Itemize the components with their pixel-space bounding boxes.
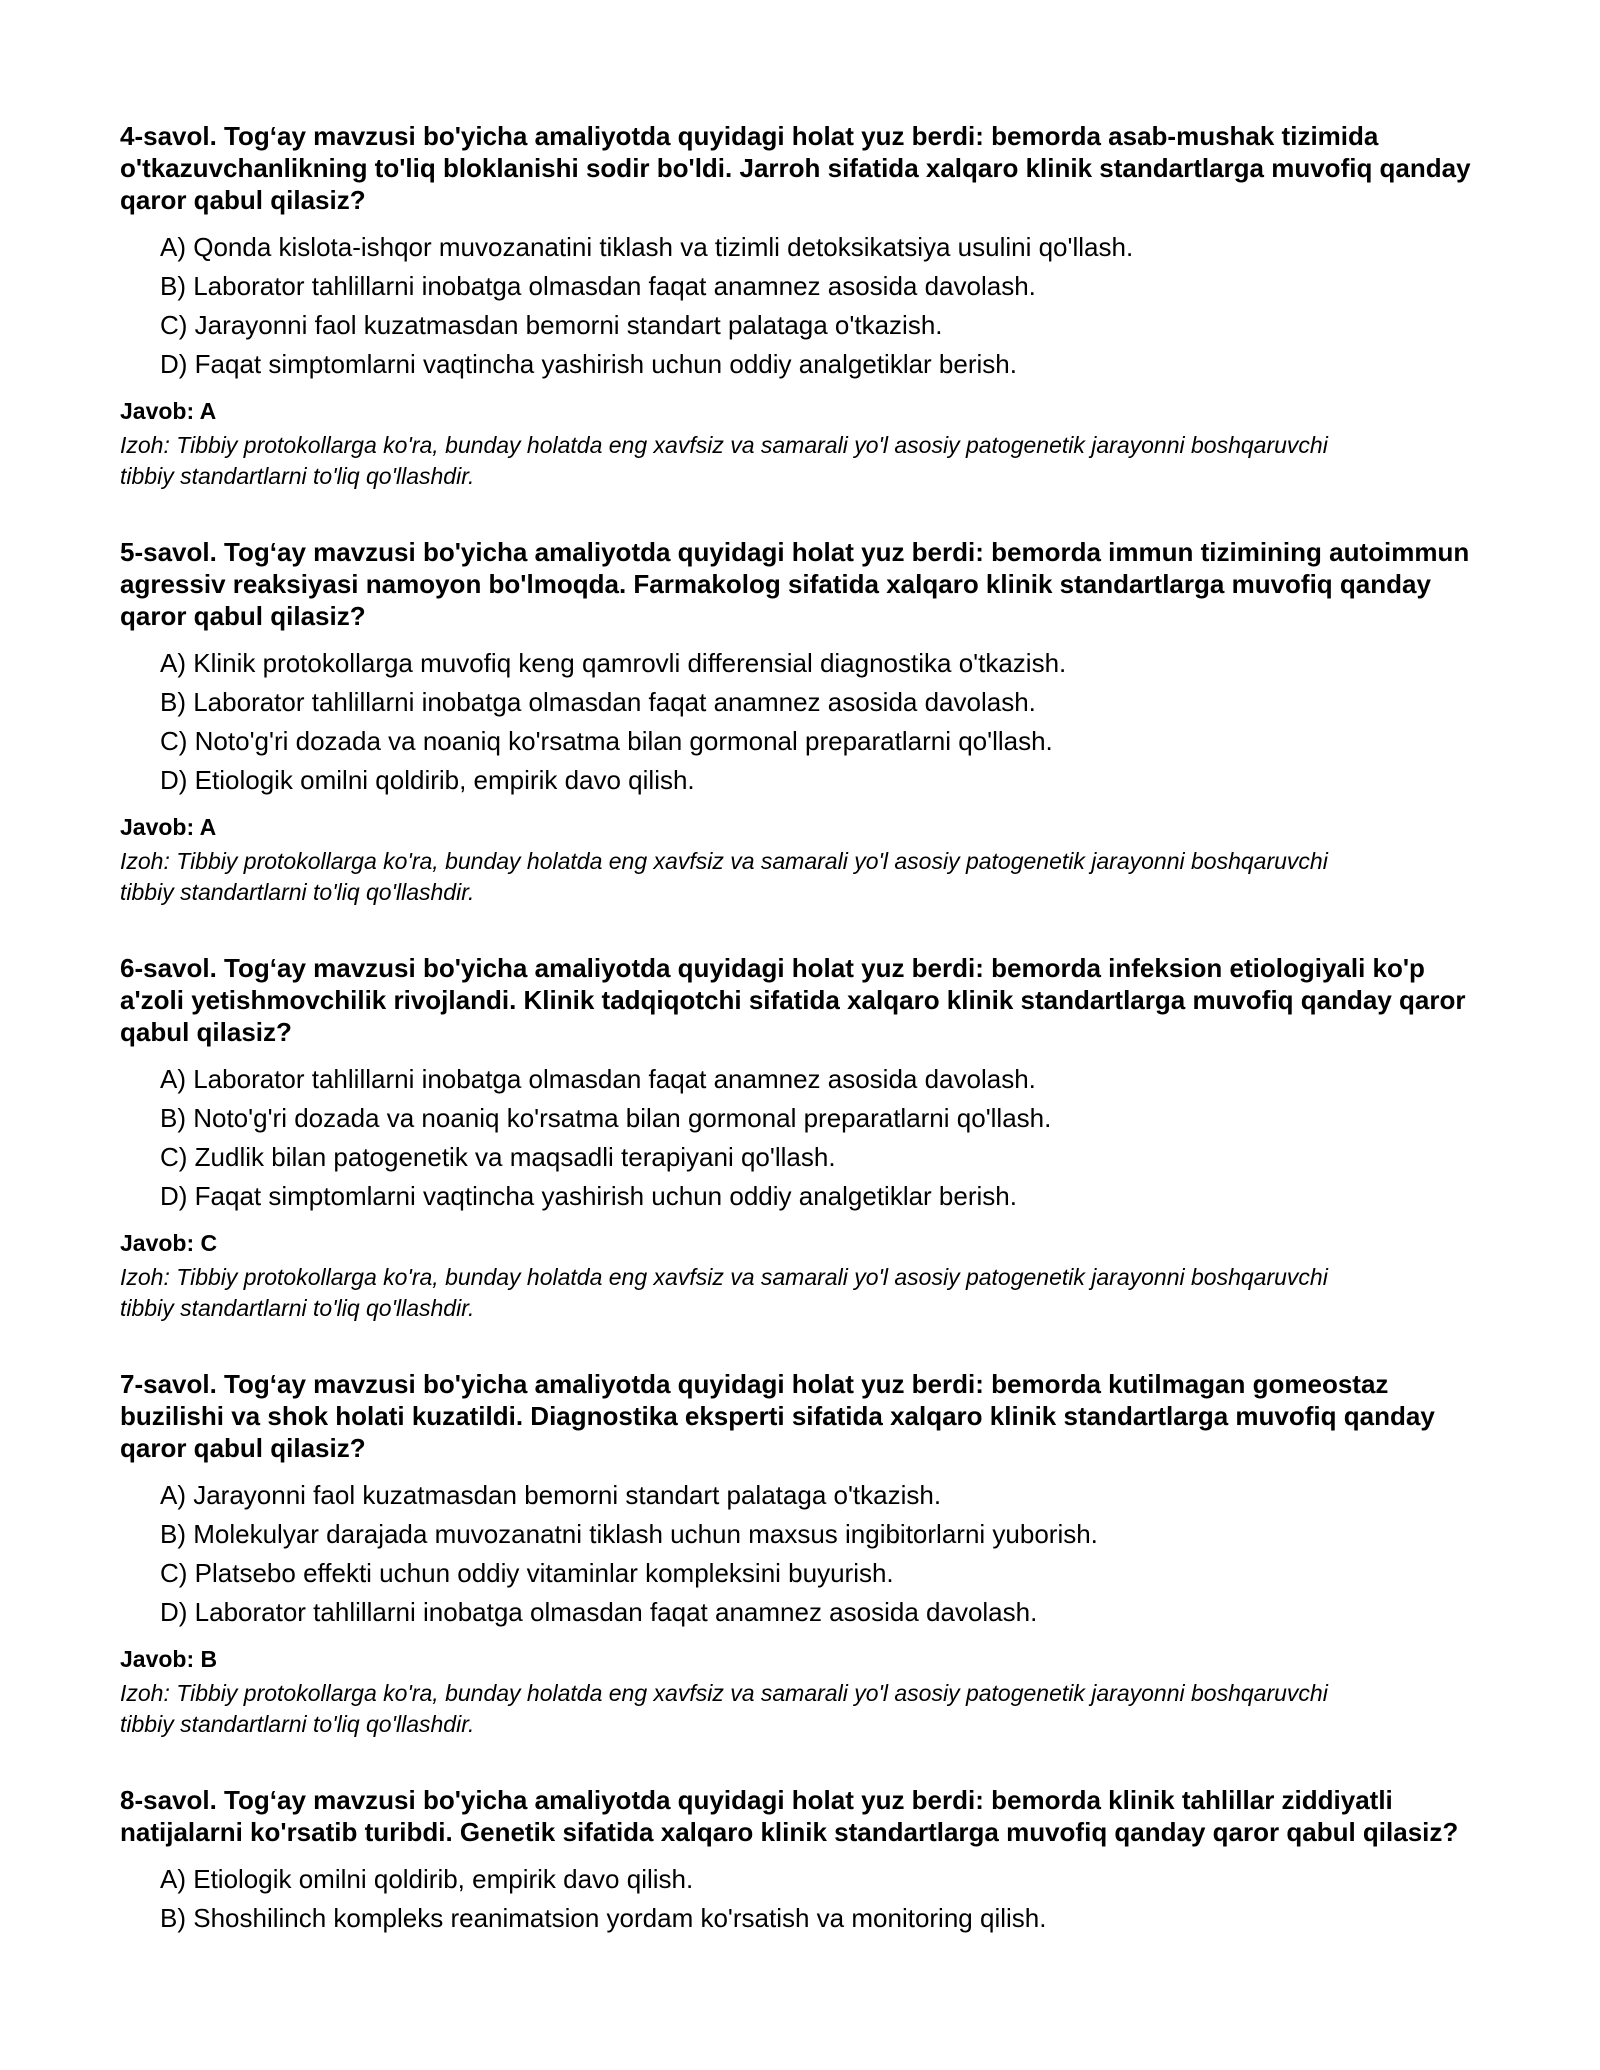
answer-options	[120, 644, 1500, 800]
question-5	[120, 536, 1500, 908]
option-d: D) Laborator tahlillarni inobatga olmasdan faqat anamnez asosida davolash.	[160, 1597, 1038, 1627]
answer-options	[120, 1860, 1500, 1938]
option-a: A) Etiologik omilni qoldirib, empirik davo qilish.	[160, 1864, 694, 1894]
question-title: 6-savol. Tog‘ay mavzusi bo'yicha amaliyotda quyidagi holat yuz berdi: bemorda infeksion etiologiyali ko'p a'zoli yetishmovchilik rivojlandi. Klinik tadqiqotchi sifatida xalqaro klinik standartlarga muvofiq qanday qaror qabul qilasiz?	[120, 953, 1466, 1047]
explanation-note: Izoh: Tibbiy protokollarga ko'ra, bunday holatda eng xavfsiz va samarali yo'l asosiy patogenetik jarayonni boshqaruvchi tibbiy standartlarni to'liq qo'llashdir.	[120, 848, 1328, 905]
option-a: A) Qonda kislota-ishqor muvozanatini tiklash va tizimli detoksikatsiya usulini qo'llash.	[160, 232, 1134, 262]
question-title: 5-savol. Tog‘ay mavzusi bo'yicha amaliyotda quyidagi holat yuz berdi: bemorda immun tizimining autoimmun agressiv reaksiyasi namoyon bo'lmoqda. Farmakolog sifatida xalqaro klinik standartlarga muvofiq qanday qaror qabul qilasiz?	[120, 537, 1470, 631]
answer-key: Javob: C	[120, 1230, 218, 1256]
option-c: C) Platsebo effekti uchun oddiy vitaminlar kompleksini buyurish.	[160, 1558, 894, 1588]
option-a: A) Laborator tahlillarni inobatga olmasdan faqat anamnez asosida davolash.	[160, 1064, 1036, 1094]
option-c: C) Zudlik bilan patogenetik va maqsadli terapiyani qo'llash.	[160, 1142, 836, 1172]
answer-key: Javob: B	[120, 1646, 218, 1672]
answer-options	[120, 228, 1500, 384]
explanation-note: Izoh: Tibbiy protokollarga ko'ra, bunday holatda eng xavfsiz va samarali yo'l asosiy patogenetik jarayonni boshqaruvchi tibbiy standartlarni to'liq qo'llashdir.	[120, 1680, 1328, 1737]
question-title: 8-savol. Tog‘ay mavzusi bo'yicha amaliyotda quyidagi holat yuz berdi: bemorda klinik tahlillar ziddiyatli natijalarni ko'rsatib turibdi. Genetik sifatida xalqaro klinik standartlarga muvofiq qanday qaror qabul qilasiz?	[120, 1785, 1459, 1847]
question-6	[120, 952, 1500, 1324]
explanation-note: Izoh: Tibbiy protokollarga ko'ra, bunday holatda eng xavfsiz va samarali yo'l asosiy patogenetik jarayonni boshqaruvchi tibbiy standartlarni to'liq qo'llashdir.	[120, 432, 1328, 489]
option-b: B) Laborator tahlillarni inobatga olmasdan faqat anamnez asosida davolash.	[160, 271, 1036, 301]
answer-key: Javob: A	[120, 398, 217, 424]
question-7	[120, 1368, 1500, 1740]
option-d: D) Faqat simptomlarni vaqtincha yashirish uchun oddiy analgetiklar berish.	[160, 349, 1017, 379]
option-c: C) Noto'g'ri dozada va noaniq ko'rsatma bilan gormonal preparatlarni qo'llash.	[160, 726, 1053, 756]
option-a: A) Jarayonni faol kuzatmasdan bemorni standart palataga o'tkazish.	[160, 1480, 942, 1510]
option-b: B) Shoshilinch kompleks reanimatsion yordam ko'rsatish va monitoring qilish.	[160, 1903, 1047, 1933]
option-a: A) Klinik protokollarga muvofiq keng qamrovli differensial diagnostika o'tkazish.	[160, 648, 1067, 678]
answer-options	[120, 1476, 1500, 1632]
option-b: B) Noto'g'ri dozada va noaniq ko'rsatma bilan gormonal preparatlarni qo'llash.	[160, 1103, 1052, 1133]
question-title: 7-savol. Tog‘ay mavzusi bo'yicha amaliyotda quyidagi holat yuz berdi: bemorda kutilmagan gomeostaz buzilishi va shok holati kuzatildi. Diagnostika eksperti sifatida xalqaro klinik standartlarga muvofiq qanday qaror qabul qilasiz?	[120, 1369, 1435, 1463]
question-4	[120, 120, 1500, 492]
answer-options	[120, 1060, 1500, 1216]
question-title: 4-savol. Tog‘ay mavzusi bo'yicha amaliyotda quyidagi holat yuz berdi: bemorda asab-mushak tizimida o'tkazuvchanlikning to'liq bloklanishi sodir bo'ldi. Jarroh sifatida xalqaro klinik standartlarga muvofiq qanday qaror qabul qilasiz?	[120, 121, 1471, 215]
option-d: D) Faqat simptomlarni vaqtincha yashirish uchun oddiy analgetiklar berish.	[160, 1181, 1017, 1211]
option-d: D) Etiologik omilni qoldirib, empirik davo qilish.	[160, 765, 695, 795]
answer-key: Javob: A	[120, 814, 217, 840]
explanation-note: Izoh: Tibbiy protokollarga ko'ra, bunday holatda eng xavfsiz va samarali yo'l asosiy patogenetik jarayonni boshqaruvchi tibbiy standartlarni to'liq qo'llashdir.	[120, 1264, 1328, 1321]
option-b: B) Molekulyar darajada muvozanatni tiklash uchun maxsus ingibitorlarni yuborish.	[160, 1519, 1098, 1549]
question-8	[120, 1784, 1500, 1938]
option-c: C) Jarayonni faol kuzatmasdan bemorni standart palataga o'tkazish.	[160, 310, 943, 340]
option-b: B) Laborator tahlillarni inobatga olmasdan faqat anamnez asosida davolash.	[160, 687, 1036, 717]
